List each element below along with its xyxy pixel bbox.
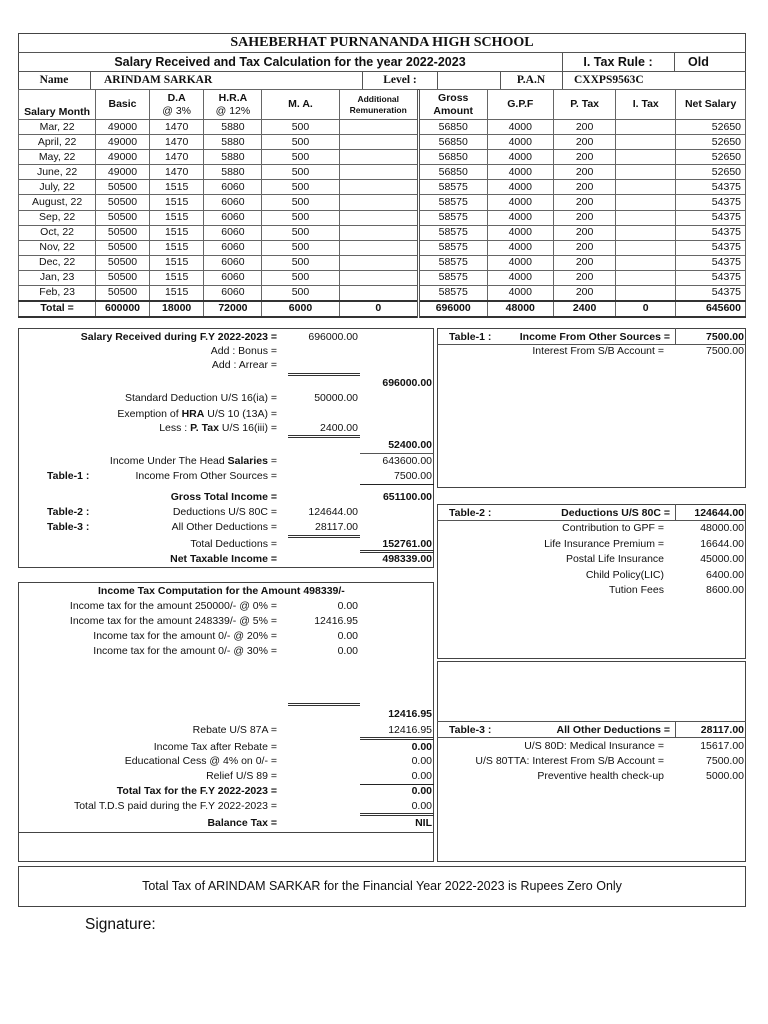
col-ma: M. A.: [262, 90, 339, 120]
slab-total-value: 12416.95: [388, 708, 432, 720]
cell-net: 52650: [676, 120, 746, 135]
table1-total: 7500.00: [706, 331, 744, 343]
net-taxable-label: Net Taxable Income =: [170, 553, 277, 565]
cell-month: August, 22: [19, 195, 96, 210]
salary-row: [19, 135, 746, 150]
cell-addl: [339, 255, 418, 270]
tds-value: 0.00: [411, 800, 432, 812]
rebate-value: 12416.95: [388, 724, 432, 736]
total-deductions-label: Total Deductions =: [190, 538, 277, 550]
salary-received-label: Salary Received during F.Y 2022-2023 =: [80, 331, 277, 343]
cell-hra: 6060: [204, 210, 262, 225]
cell-gross: 58575: [418, 225, 487, 240]
col-net-salary: Net Salary: [676, 90, 746, 120]
salary-row: [19, 180, 746, 195]
total-tax-label: Total Tax for the F.Y 2022-2023 =: [116, 785, 277, 797]
cell-basic: 49000: [96, 165, 150, 180]
col-gross-amount: Gross Amount: [418, 90, 487, 120]
cell-da: 1470: [149, 150, 204, 165]
cell-gross: 56850: [418, 165, 487, 180]
table2-reference: Table-2 :: [47, 506, 90, 518]
cell-addl: [339, 150, 418, 165]
total-net: 645600: [676, 301, 746, 317]
cell-hra: 6060: [204, 286, 262, 301]
cell-basic: 50500: [96, 286, 150, 301]
subtotal-gross: 696000.00: [382, 377, 432, 389]
cell-itax: [616, 255, 676, 270]
cell-gross: 58575: [418, 195, 487, 210]
cell-gross: 56850: [418, 135, 487, 150]
cell-net: 54375: [676, 180, 746, 195]
cell-ma: 500: [262, 210, 339, 225]
cell-basic: 50500: [96, 180, 150, 195]
cell-ptax: 200: [554, 180, 616, 195]
cell-addl: [339, 195, 418, 210]
cell-gpf: 4000: [487, 195, 553, 210]
cell-addl: [339, 165, 418, 180]
cell-ptax: 200: [554, 120, 616, 135]
cell-itax: [616, 286, 676, 301]
cell-hra: 5880: [204, 135, 262, 150]
ded80c-label: Deductions U/S 80C =: [172, 506, 277, 518]
salary-table-header: [19, 90, 746, 120]
cell-ma: 500: [262, 135, 339, 150]
tax-slab-value: 12416.95: [314, 615, 358, 627]
cell-month: June, 22: [19, 165, 96, 180]
cell-itax: [616, 120, 676, 135]
relief-label: Relief U/S 89 =: [206, 770, 277, 782]
cell-month: Nov, 22: [19, 240, 96, 255]
total-gross: 696000: [418, 301, 487, 317]
tax-slab-label: Income tax for the amount 0/- @ 20% =: [93, 630, 277, 642]
tax-slab-label: Income tax for the amount 0/- @ 30% =: [93, 645, 277, 657]
cell-gross: 58575: [418, 286, 487, 301]
salary-row: [19, 286, 746, 301]
table3-ref-label: Table-3 :: [449, 724, 492, 736]
cell-basic: 50500: [96, 210, 150, 225]
cell-hra: 6060: [204, 180, 262, 195]
cell-gpf: 4000: [487, 135, 553, 150]
salary-row: [19, 240, 746, 255]
cell-da: 1515: [149, 225, 204, 240]
cell-addl: [339, 286, 418, 301]
table3-item-value: 15617.00: [700, 740, 744, 752]
cell-ma: 500: [262, 120, 339, 135]
after-rebate-label: Income Tax after Rebate =: [153, 741, 277, 753]
col-itax: I. Tax: [616, 90, 676, 120]
cell-gpf: 4000: [487, 225, 553, 240]
cell-gross: 58575: [418, 240, 487, 255]
col-salary-month: Salary Month: [19, 90, 96, 120]
total-da: 18000: [149, 301, 204, 317]
table2-title: Deductions U/S 80C =: [561, 507, 670, 519]
col-hra: H.R.A @ 12%: [204, 90, 262, 120]
table3-item-label: Preventive health check-up: [537, 770, 664, 782]
cell-da: 1470: [149, 135, 204, 150]
arrear-label: Add : Arrear =: [211, 359, 277, 371]
cell-basic: 50500: [96, 240, 150, 255]
total-itax: 0: [616, 301, 676, 317]
cell-addl: [339, 225, 418, 240]
table2-item-value: 45000.00: [700, 553, 744, 565]
table2-item-label: Child Policy(LIC): [585, 568, 664, 581]
total-hra: 72000: [204, 301, 262, 317]
after-rebate-value: 0.00: [411, 741, 432, 753]
cell-ptax: 200: [554, 135, 616, 150]
level-label: Level :: [383, 74, 417, 86]
net-taxable-value: 498339.00: [382, 553, 432, 565]
cell-da: 1515: [149, 270, 204, 285]
cell-month: Jan, 23: [19, 270, 96, 285]
salary-received-value: 696000.00: [308, 331, 358, 343]
cell-basic: 50500: [96, 195, 150, 210]
table3-item-value: 7500.00: [706, 755, 744, 767]
cell-hra: 5880: [204, 165, 262, 180]
cell-ma: 500: [262, 270, 339, 285]
total-gpf: 48000: [487, 301, 553, 317]
cell-itax: [616, 210, 676, 225]
col-additional-remuneration: Additional Remuneration: [339, 90, 418, 120]
salary-row: [19, 210, 746, 225]
cell-gpf: 4000: [487, 180, 553, 195]
gross-total-label: Gross Total Income =: [170, 491, 277, 503]
tax-slab-value: 0.00: [337, 645, 358, 657]
cell-itax: [616, 180, 676, 195]
cell-net: 52650: [676, 150, 746, 165]
cess-label: Educational Cess @ 4% on 0/- =: [124, 755, 277, 767]
table3-item-value: 5000.00: [706, 770, 744, 782]
cell-basic: 50500: [96, 225, 150, 240]
gross-total-value: 651100.00: [382, 491, 432, 503]
total-ptax: 2400: [554, 301, 616, 317]
standard-deduction-label: Standard Deduction U/S 16(ia) =: [124, 392, 277, 404]
other-deductions-value: 28117.00: [314, 521, 358, 533]
table2-item-value: 8600.00: [706, 584, 744, 596]
cell-gpf: 4000: [487, 286, 553, 301]
cess-value: 0.00: [411, 755, 432, 767]
cell-gpf: 4000: [487, 240, 553, 255]
cell-ptax: 200: [554, 270, 616, 285]
cell-itax: [616, 150, 676, 165]
tds-label: Total T.D.S paid during the F.Y 2022-2023 =: [73, 800, 277, 812]
cell-hra: 6060: [204, 270, 262, 285]
cell-month: Sep, 22: [19, 210, 96, 225]
table2-item-value: 6400.00: [706, 568, 744, 581]
table1-reference: Table-1 :: [47, 470, 90, 482]
pan-value: CXXPS9563C: [574, 74, 644, 86]
cell-gross: 58575: [418, 270, 487, 285]
cell-itax: [616, 270, 676, 285]
cell-gpf: 4000: [487, 210, 553, 225]
cell-addl: [339, 180, 418, 195]
hra-exemption-label: Exemption of HRA U/S 10 (13A) =: [117, 408, 277, 420]
cell-net: 52650: [676, 135, 746, 150]
cell-ptax: 200: [554, 286, 616, 301]
tax-slab-label: Income tax for the amount 248339/- @ 5% =: [69, 615, 277, 627]
cell-gross: 58575: [418, 210, 487, 225]
cell-gross: 58575: [418, 255, 487, 270]
cell-month: Oct, 22: [19, 225, 96, 240]
cell-hra: 6060: [204, 225, 262, 240]
cell-month: May, 22: [19, 150, 96, 165]
cell-da: 1515: [149, 286, 204, 301]
cell-da: 1515: [149, 180, 204, 195]
table3-title: All Other Deductions =: [556, 724, 670, 736]
total-addl: 0: [339, 301, 418, 317]
cell-net: 54375: [676, 195, 746, 210]
cell-hra: 5880: [204, 150, 262, 165]
cell-da: 1470: [149, 165, 204, 180]
table1-item-label: Interest From S/B Account =: [532, 345, 664, 357]
cell-month: Mar, 22: [19, 120, 96, 135]
cell-basic: 49000: [96, 150, 150, 165]
salary-table: [18, 89, 746, 318]
cell-net: 54375: [676, 286, 746, 301]
salary-row: [19, 165, 746, 180]
standard-deduction-value: 50000.00: [314, 392, 358, 404]
cell-ma: 500: [262, 240, 339, 255]
cell-hra: 6060: [204, 255, 262, 270]
table1-item-value: 7500.00: [706, 345, 744, 357]
cell-ma: 500: [262, 286, 339, 301]
cell-ptax: 200: [554, 255, 616, 270]
cell-da: 1515: [149, 210, 204, 225]
table3-item-label: U/S 80D: Medical Insurance =: [524, 740, 664, 752]
cell-gross: 58575: [418, 180, 487, 195]
table2-item-label: Postal Life Insurance: [565, 553, 664, 565]
cell-net: 54375: [676, 255, 746, 270]
cell-itax: [616, 225, 676, 240]
cell-ptax: 200: [554, 195, 616, 210]
cell-month: Dec, 22: [19, 255, 96, 270]
cell-ma: 500: [262, 180, 339, 195]
subtotal-deductions: 52400.00: [388, 439, 432, 451]
cell-basic: 49000: [96, 120, 150, 135]
cell-ptax: 200: [554, 150, 616, 165]
cell-ma: 500: [262, 195, 339, 210]
cell-ma: 500: [262, 225, 339, 240]
salary-row: [19, 120, 746, 135]
cell-gpf: 4000: [487, 150, 553, 165]
cell-ma: 500: [262, 150, 339, 165]
rebate-label: Rebate U/S 87A =: [192, 724, 277, 736]
cell-itax: [616, 195, 676, 210]
tax-rule-value: Old: [688, 55, 709, 69]
total-ma: 6000: [262, 301, 339, 317]
table2-item-label: Contribution to GPF =: [562, 522, 664, 534]
cell-da: 1515: [149, 195, 204, 210]
cell-month: July, 22: [19, 180, 96, 195]
sheet-subtitle: Salary Received and Tax Calculation for the year 2022-2023: [114, 55, 466, 69]
cell-basic: 50500: [96, 255, 150, 270]
other-sources-label: Income From Other Sources =: [135, 470, 277, 482]
cell-addl: [339, 135, 418, 150]
cell-ptax: 200: [554, 210, 616, 225]
table2-total: 124644.00: [694, 507, 744, 519]
cell-gpf: 4000: [487, 165, 553, 180]
ptax-label: Less : P. Tax U/S 16(iii) =: [159, 422, 277, 434]
cell-addl: [339, 240, 418, 255]
tax-slab-label: Income tax for the amount 250000/- @ 0% =: [69, 600, 277, 612]
total-basic: 600000: [96, 301, 150, 317]
cell-da: 1515: [149, 240, 204, 255]
table2-item-label: Tution Fees: [608, 584, 664, 596]
cell-net: 54375: [676, 225, 746, 240]
table2-item-value: 48000.00: [700, 522, 744, 534]
cell-hra: 6060: [204, 240, 262, 255]
table3-total: 28117.00: [700, 724, 744, 736]
table2-ref-label: Table-2 :: [449, 507, 492, 519]
cell-gpf: 4000: [487, 255, 553, 270]
cell-itax: [616, 135, 676, 150]
income-salaries-label: Income Under The Head Salaries =: [109, 455, 277, 467]
table2-item-label: Life Insurance Premium =: [544, 537, 664, 550]
total-deductions-value: 152761.00: [382, 538, 432, 550]
col-da: D.A @ 3%: [149, 90, 204, 120]
cell-ma: 500: [262, 165, 339, 180]
balance-tax-label: Balance Tax =: [207, 817, 277, 829]
bonus-label: Add : Bonus =: [210, 345, 277, 357]
cell-da: 1470: [149, 120, 204, 135]
table1-ref-label: Table-1 :: [449, 331, 492, 343]
table3-reference: Table-3 :: [47, 521, 90, 533]
cell-basic: 50500: [96, 270, 150, 285]
cell-addl: [339, 270, 418, 285]
cell-addl: [339, 210, 418, 225]
total-tax-value: 0.00: [411, 785, 432, 797]
balance-tax-value: NIL: [415, 817, 432, 829]
cell-hra: 5880: [204, 120, 262, 135]
cell-itax: [616, 165, 676, 180]
name-value: ARINDAM SARKAR: [104, 74, 213, 86]
col-ptax: P. Tax: [554, 90, 616, 120]
tax-rule-label: I. Tax Rule :: [583, 55, 653, 69]
cell-net: 54375: [676, 270, 746, 285]
cell-da: 1515: [149, 255, 204, 270]
income-salaries-value: 643600.00: [382, 455, 432, 467]
ded80c-value: 124644.00: [308, 506, 358, 518]
salary-row: [19, 255, 746, 270]
tax-computation-title: Income Tax Computation for the Amount 498339/-: [98, 585, 345, 597]
cell-net: 54375: [676, 210, 746, 225]
col-gpf: G.P.F: [487, 90, 553, 120]
summary-text: Total Tax of ARINDAM SARKAR for the Financial Year 2022-2023 is Rupees Zero Only: [142, 879, 622, 893]
table3-item-label: U/S 80TTA: Interest From S/B Account =: [475, 755, 664, 767]
cell-gpf: 4000: [487, 270, 553, 285]
cell-addl: [339, 120, 418, 135]
salary-row: [19, 150, 746, 165]
cell-basic: 49000: [96, 135, 150, 150]
cell-net: 52650: [676, 165, 746, 180]
salary-row: [19, 195, 746, 210]
cell-ptax: 200: [554, 165, 616, 180]
name-label: Name: [39, 74, 69, 86]
table1-title: Income From Other Sources =: [519, 331, 670, 343]
cell-ptax: 200: [554, 225, 616, 240]
relief-value: 0.00: [411, 770, 432, 782]
col-basic: Basic: [96, 90, 150, 120]
total-label: Total =: [19, 301, 96, 317]
other-deductions-label: All Other Deductions =: [171, 521, 277, 533]
salary-row: [19, 225, 746, 240]
cell-ma: 500: [262, 255, 339, 270]
cell-hra: 6060: [204, 195, 262, 210]
cell-gpf: 4000: [487, 120, 553, 135]
salary-total-row: [19, 301, 746, 317]
pan-label: P.A.N: [516, 74, 546, 86]
cell-month: Feb, 23: [19, 286, 96, 301]
cell-gross: 56850: [418, 150, 487, 165]
cell-month: April, 22: [19, 135, 96, 150]
salary-row: [19, 270, 746, 285]
cell-itax: [616, 240, 676, 255]
signature-label: Signature:: [85, 916, 156, 933]
table2-item-value: 16644.00: [700, 537, 744, 550]
other-sources-value: 7500.00: [394, 470, 432, 482]
ptax-value: 2400.00: [320, 422, 358, 434]
cell-net: 54375: [676, 240, 746, 255]
cell-ptax: 200: [554, 240, 616, 255]
tax-slab-value: 0.00: [337, 600, 358, 612]
cell-gross: 56850: [418, 120, 487, 135]
school-name: SAHEBERHAT PURNANANDA HIGH SCHOOL: [230, 35, 534, 50]
tax-slab-value: 0.00: [337, 630, 358, 642]
